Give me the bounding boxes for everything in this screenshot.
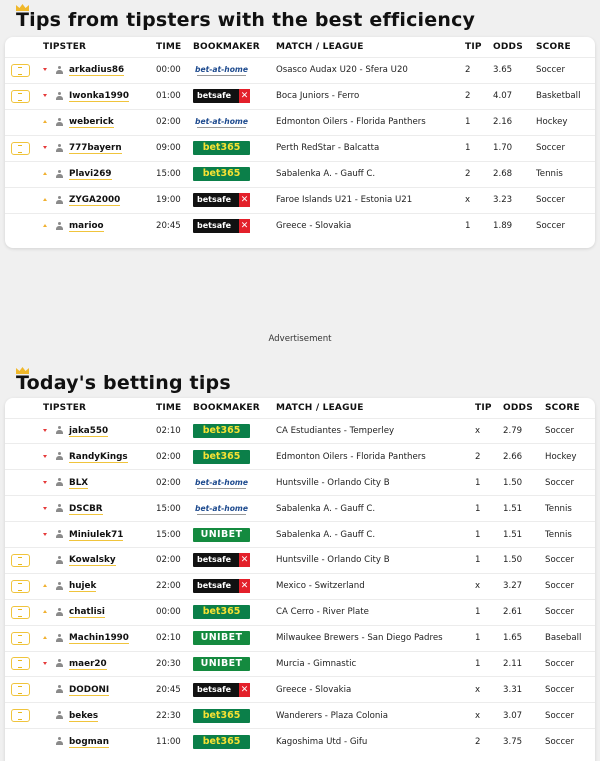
match-league: Faroe Islands U21 - Estonia U21	[274, 187, 463, 213]
match-league: Mexico - Switzerland	[274, 573, 473, 599]
bookmaker-name: betsafe	[197, 91, 232, 100]
expand-toggle-icon[interactable]	[11, 606, 30, 619]
bookmaker-logo[interactable]	[193, 709, 250, 723]
bookmaker-name: bet365	[202, 450, 241, 462]
bookmaker-logo[interactable]	[193, 631, 250, 645]
bookmaker-name: bet-at-home	[195, 65, 248, 74]
match-time: 20:30	[154, 651, 191, 677]
user-icon	[56, 737, 63, 745]
table-row[interactable]	[5, 651, 595, 677]
sport-label: Hockey	[534, 109, 595, 135]
match-league: Sabalenka A. - Gauff C.	[274, 161, 463, 187]
tipster-link[interactable]: weberick	[69, 117, 114, 127]
user-icon	[56, 66, 63, 74]
match-time: 19:00	[154, 187, 191, 213]
bookmaker-logo[interactable]	[193, 450, 250, 464]
best-efficiency-card	[5, 37, 595, 248]
match-league: Huntsville - Orlando City B	[274, 470, 473, 496]
trend-up-icon	[43, 120, 47, 123]
odds-value: 2.79	[501, 418, 543, 444]
advertisement-label: Advertisement	[268, 334, 332, 344]
match-league: Edmonton Oilers - Florida Panthers	[274, 109, 463, 135]
tip-value: 1	[473, 522, 501, 548]
tip-value: 2	[463, 161, 491, 187]
odds-value: 2.61	[501, 599, 543, 625]
bookmaker-logo[interactable]	[193, 63, 250, 77]
odds-value: 1.51	[501, 496, 543, 522]
bookmaker-logo[interactable]	[193, 167, 250, 181]
bookmaker-logo[interactable]	[193, 219, 250, 233]
tipster-link[interactable]: jaka550	[69, 425, 109, 436]
sport-label: Tennis	[543, 496, 595, 522]
best-efficiency-table	[5, 37, 595, 239]
table-row[interactable]	[5, 677, 595, 703]
tip-value: 2	[473, 444, 501, 470]
bookmaker-logo[interactable]	[193, 424, 250, 438]
betsafe-x-icon: ✕	[240, 221, 249, 232]
match-league: Perth RedStar - Balcatta	[274, 135, 463, 161]
header-match: MATCH / LEAGUE	[276, 402, 364, 413]
table-row[interactable]	[5, 573, 595, 599]
todays-tips-card	[5, 398, 595, 761]
bookmaker-logo[interactable]	[193, 115, 250, 129]
match-league: Greece - Slovakia	[274, 213, 463, 239]
sport-label: Soccer	[543, 470, 595, 496]
header-tip: TIP	[475, 402, 492, 413]
sport-label: Soccer	[534, 135, 595, 161]
expand-toggle-icon[interactable]	[11, 554, 30, 567]
bookmaker-logo[interactable]	[193, 683, 250, 697]
user-icon	[56, 685, 63, 693]
sport-label: Soccer	[534, 213, 595, 239]
sport-label: Soccer	[534, 57, 595, 83]
section-title-best-efficiency: Tips from tipsters with the best efficiency	[16, 9, 476, 31]
bookmaker-logo[interactable]	[193, 528, 250, 542]
betsafe-x-icon: ✕	[240, 684, 249, 695]
table-row[interactable]	[5, 547, 595, 573]
match-league: Kagoshima Utd - Gifu	[274, 729, 473, 755]
header-odds: ODDS	[493, 41, 523, 52]
user-icon	[56, 118, 63, 126]
odds-value: 3.07	[501, 703, 543, 729]
bookmaker-name: bet365	[202, 606, 241, 618]
user-icon	[56, 608, 63, 616]
tipster-link[interactable]: arkadius86	[69, 65, 125, 75]
expand-toggle-icon[interactable]	[11, 683, 30, 696]
user-icon	[56, 92, 63, 100]
table-row[interactable]	[5, 161, 595, 187]
match-league: Osasco Audax U20 - Sfera U20	[274, 57, 463, 83]
bookmaker-name: betsafe	[197, 221, 232, 231]
header-bookmaker: BOOKMAKER	[193, 402, 260, 413]
bookmaker-logo[interactable]	[193, 657, 250, 671]
bookmaker-name: bet365	[202, 142, 241, 153]
match-time: 09:00	[154, 135, 191, 161]
user-icon	[56, 504, 63, 512]
match-time: 15:00	[154, 161, 191, 187]
user-icon	[56, 452, 63, 460]
tip-value: 1	[473, 599, 501, 625]
tipster-link[interactable]: marioo	[69, 221, 104, 232]
odds-value: 2.11	[501, 651, 543, 677]
user-icon	[56, 478, 63, 486]
odds-value: 2.16	[491, 109, 534, 135]
betsafe-x-icon: ✕	[240, 195, 249, 205]
tipster-link[interactable]: Machin1990	[69, 633, 129, 644]
match-time: 02:00	[154, 109, 191, 135]
trend-up-icon	[43, 172, 47, 175]
match-league: Sabalenka A. - Gauff C.	[274, 496, 473, 522]
sport-label: Soccer	[543, 651, 595, 677]
sport-label: Soccer	[543, 599, 595, 625]
table-row[interactable]	[5, 57, 595, 83]
tipster-link[interactable]: bogman	[69, 736, 110, 747]
tip-value: 1	[473, 625, 501, 651]
sport-label: Tennis	[543, 522, 595, 548]
tipster-link[interactable]: Iwonka1990	[69, 91, 129, 101]
tip-value: x	[473, 703, 501, 729]
header-match: MATCH / LEAGUE	[276, 41, 364, 52]
trend-down-icon	[43, 662, 47, 665]
bookmaker-logo[interactable]	[193, 605, 250, 619]
odds-value: 1.50	[501, 470, 543, 496]
match-time: 15:00	[154, 496, 191, 522]
sport-label: Basketball	[534, 83, 595, 109]
bookmaker-name: UNIBET	[200, 657, 243, 669]
sport-label: Soccer	[543, 418, 595, 444]
tipster-link[interactable]: Kowalsky	[69, 555, 116, 566]
bookmaker-name: betsafe	[197, 684, 232, 694]
table-row[interactable]	[5, 109, 595, 135]
match-time: 02:00	[154, 470, 191, 496]
bookmaker-name: bet365	[202, 168, 241, 179]
tipster-link[interactable]: Plavi269	[69, 169, 112, 179]
match-time: 22:00	[154, 573, 191, 599]
odds-value: 3.27	[501, 573, 543, 599]
expand-toggle-icon[interactable]	[11, 580, 30, 593]
todays-tips-table	[5, 398, 595, 755]
expand-toggle-icon[interactable]	[11, 709, 30, 722]
match-time: 00:00	[154, 57, 191, 83]
user-icon	[56, 222, 63, 230]
header-tip: TIP	[465, 41, 482, 52]
bookmaker-name: bet365	[202, 735, 241, 747]
header-bookmaker: BOOKMAKER	[193, 41, 260, 52]
bookmaker-logo[interactable]	[193, 553, 250, 567]
trend-up-icon	[43, 584, 47, 587]
user-icon	[56, 426, 63, 434]
tip-value: 2	[463, 83, 491, 109]
match-league: Milwaukee Brewers - San Diego Padres	[274, 625, 473, 651]
user-icon	[56, 144, 63, 152]
bookmaker-logo[interactable]	[193, 193, 250, 207]
user-icon	[56, 170, 63, 178]
match-league: CA Cerro - River Plate	[274, 599, 473, 625]
match-time: 02:10	[154, 418, 191, 444]
table-row[interactable]	[5, 135, 595, 161]
tip-value: 1	[463, 135, 491, 161]
match-time: 02:00	[154, 547, 191, 573]
betsafe-x-icon: ✕	[240, 555, 249, 566]
table-row[interactable]	[5, 496, 595, 522]
tip-value: 1	[473, 470, 501, 496]
sport-label: Hockey	[543, 444, 595, 470]
header-odds: ODDS	[503, 402, 533, 413]
bookmaker-name: betsafe	[197, 555, 232, 565]
tipster-link[interactable]: BLX	[69, 477, 89, 488]
tipster-link[interactable]: RandyKings	[69, 451, 128, 462]
tipster-link[interactable]: 777bayern	[69, 143, 122, 153]
odds-value: 3.75	[501, 729, 543, 755]
tip-value: x	[473, 573, 501, 599]
trend-up-icon	[43, 198, 47, 201]
table-header	[5, 398, 595, 418]
match-league: Boca Juniors - Ferro	[274, 83, 463, 109]
match-time: 20:45	[154, 213, 191, 239]
match-league: Murcia - Gimnastic	[274, 651, 473, 677]
user-icon	[56, 634, 63, 642]
sport-label: Baseball	[543, 625, 595, 651]
user-icon	[56, 711, 63, 719]
section-title-todays-tips: Today's betting tips	[16, 372, 231, 394]
odds-value: 1.65	[501, 625, 543, 651]
expand-toggle-icon[interactable]	[11, 657, 30, 670]
user-icon	[56, 556, 63, 564]
bookmaker-name: betsafe	[197, 581, 232, 591]
table-row[interactable]	[5, 729, 595, 755]
tip-value: 1	[463, 109, 491, 135]
bookmaker-logo[interactable]	[193, 141, 250, 155]
betsafe-x-icon: ✕	[240, 91, 249, 101]
match-time: 15:00	[154, 522, 191, 548]
header-score: SCORE	[536, 41, 571, 52]
header-tipster: TIPSTER	[43, 41, 87, 52]
sport-label: Tennis	[534, 161, 595, 187]
match-league: Wanderers - Plaza Colonia	[274, 703, 473, 729]
match-league: Edmonton Oilers - Florida Panthers	[274, 444, 473, 470]
expand-toggle-icon[interactable]	[11, 632, 30, 645]
trend-down-icon	[43, 94, 47, 97]
tipster-link[interactable]: ZYGA2000	[69, 195, 121, 205]
trend-up-icon	[43, 224, 47, 227]
match-league: Huntsville - Orlando City B	[274, 547, 473, 573]
bookmaker-name: bet-at-home	[195, 503, 248, 513]
tip-value: x	[463, 187, 491, 213]
tip-value: x	[473, 677, 501, 703]
match-league: CA Estudiantes - Temperley	[274, 418, 473, 444]
header-score: SCORE	[545, 402, 580, 413]
table-header	[5, 37, 595, 57]
tipster-link[interactable]: Miniulek71	[69, 529, 124, 540]
header-tipster: TIPSTER	[43, 402, 87, 413]
match-time: 02:10	[154, 625, 191, 651]
table-row[interactable]	[5, 444, 595, 470]
match-time: 20:45	[154, 677, 191, 703]
tipster-link[interactable]: DODONI	[69, 684, 110, 695]
match-league: Greece - Slovakia	[274, 677, 473, 703]
bookmaker-name: betsafe	[197, 195, 232, 204]
trend-down-icon	[43, 146, 47, 149]
tip-value: 1	[473, 651, 501, 677]
table-row[interactable]	[5, 522, 595, 548]
trend-up-icon	[43, 636, 47, 639]
match-time: 02:00	[154, 444, 191, 470]
expand-toggle-icon[interactable]	[11, 142, 30, 155]
tipster-link[interactable]: hujek	[69, 581, 97, 592]
user-icon	[56, 530, 63, 538]
tipster-link[interactable]: bekes	[69, 710, 99, 721]
match-time: 00:00	[154, 599, 191, 625]
bookmaker-name: bet365	[202, 424, 241, 436]
user-icon	[56, 582, 63, 590]
tip-value: 2	[473, 729, 501, 755]
table-row[interactable]	[5, 187, 595, 213]
tip-value: 1	[473, 547, 501, 573]
odds-value: 3.31	[501, 677, 543, 703]
match-time: 01:00	[154, 83, 191, 109]
tipster-link[interactable]: chatlisi	[69, 607, 105, 618]
table-row[interactable]	[5, 703, 595, 729]
user-icon	[56, 196, 63, 204]
bookmaker-logo[interactable]	[193, 502, 250, 516]
expand-toggle-icon[interactable]	[11, 90, 30, 103]
odds-value: 2.68	[491, 161, 534, 187]
tipster-link[interactable]: maer20	[69, 658, 107, 669]
sport-label: Soccer	[543, 677, 595, 703]
table-row[interactable]	[5, 599, 595, 625]
sport-label: Soccer	[543, 547, 595, 573]
trend-down-icon	[43, 481, 47, 484]
trend-down-icon	[43, 455, 47, 458]
odds-value: 3.65	[491, 57, 534, 83]
user-icon	[56, 659, 63, 667]
trend-down-icon	[43, 507, 47, 510]
table-row[interactable]	[5, 625, 595, 651]
match-league: Sabalenka A. - Gauff C.	[274, 522, 473, 548]
sport-label: Soccer	[543, 703, 595, 729]
table-row[interactable]	[5, 83, 595, 109]
trend-down-icon	[43, 429, 47, 432]
odds-value: 3.23	[491, 187, 534, 213]
header-time: TIME	[156, 41, 182, 52]
odds-value: 1.70	[491, 135, 534, 161]
sport-label: Soccer	[543, 573, 595, 599]
odds-value: 1.50	[501, 547, 543, 573]
match-time: 11:00	[154, 729, 191, 755]
table-row[interactable]	[5, 418, 595, 444]
tip-value: x	[473, 418, 501, 444]
bookmaker-logo[interactable]	[193, 476, 250, 490]
tip-value: 1	[473, 496, 501, 522]
tip-value: 2	[463, 57, 491, 83]
sport-label: Soccer	[534, 187, 595, 213]
trend-down-icon	[43, 68, 47, 71]
trend-down-icon	[43, 533, 47, 536]
tipster-link[interactable]: DSCBR	[69, 503, 103, 514]
bookmaker-name: bet365	[202, 709, 241, 721]
match-time: 22:30	[154, 703, 191, 729]
betsafe-x-icon: ✕	[240, 581, 249, 592]
bookmaker-name: bet-at-home	[195, 117, 248, 126]
bookmaker-name: bet-at-home	[195, 477, 248, 487]
bookmaker-logo[interactable]	[193, 735, 250, 749]
table-row[interactable]	[5, 213, 595, 239]
bookmaker-name: UNIBET	[200, 632, 243, 644]
odds-value: 2.66	[501, 444, 543, 470]
expand-toggle-icon[interactable]	[11, 64, 30, 77]
sport-label: Soccer	[543, 729, 595, 755]
odds-value: 4.07	[491, 83, 534, 109]
tip-value: 1	[463, 213, 491, 239]
header-time: TIME	[156, 402, 182, 413]
bookmaker-logo[interactable]	[193, 89, 250, 103]
trend-up-icon	[43, 610, 47, 613]
table-row[interactable]	[5, 470, 595, 496]
bookmaker-name: UNIBET	[200, 528, 243, 540]
bookmaker-logo[interactable]	[193, 579, 250, 593]
odds-value: 1.51	[501, 522, 543, 548]
odds-value: 1.89	[491, 213, 534, 239]
